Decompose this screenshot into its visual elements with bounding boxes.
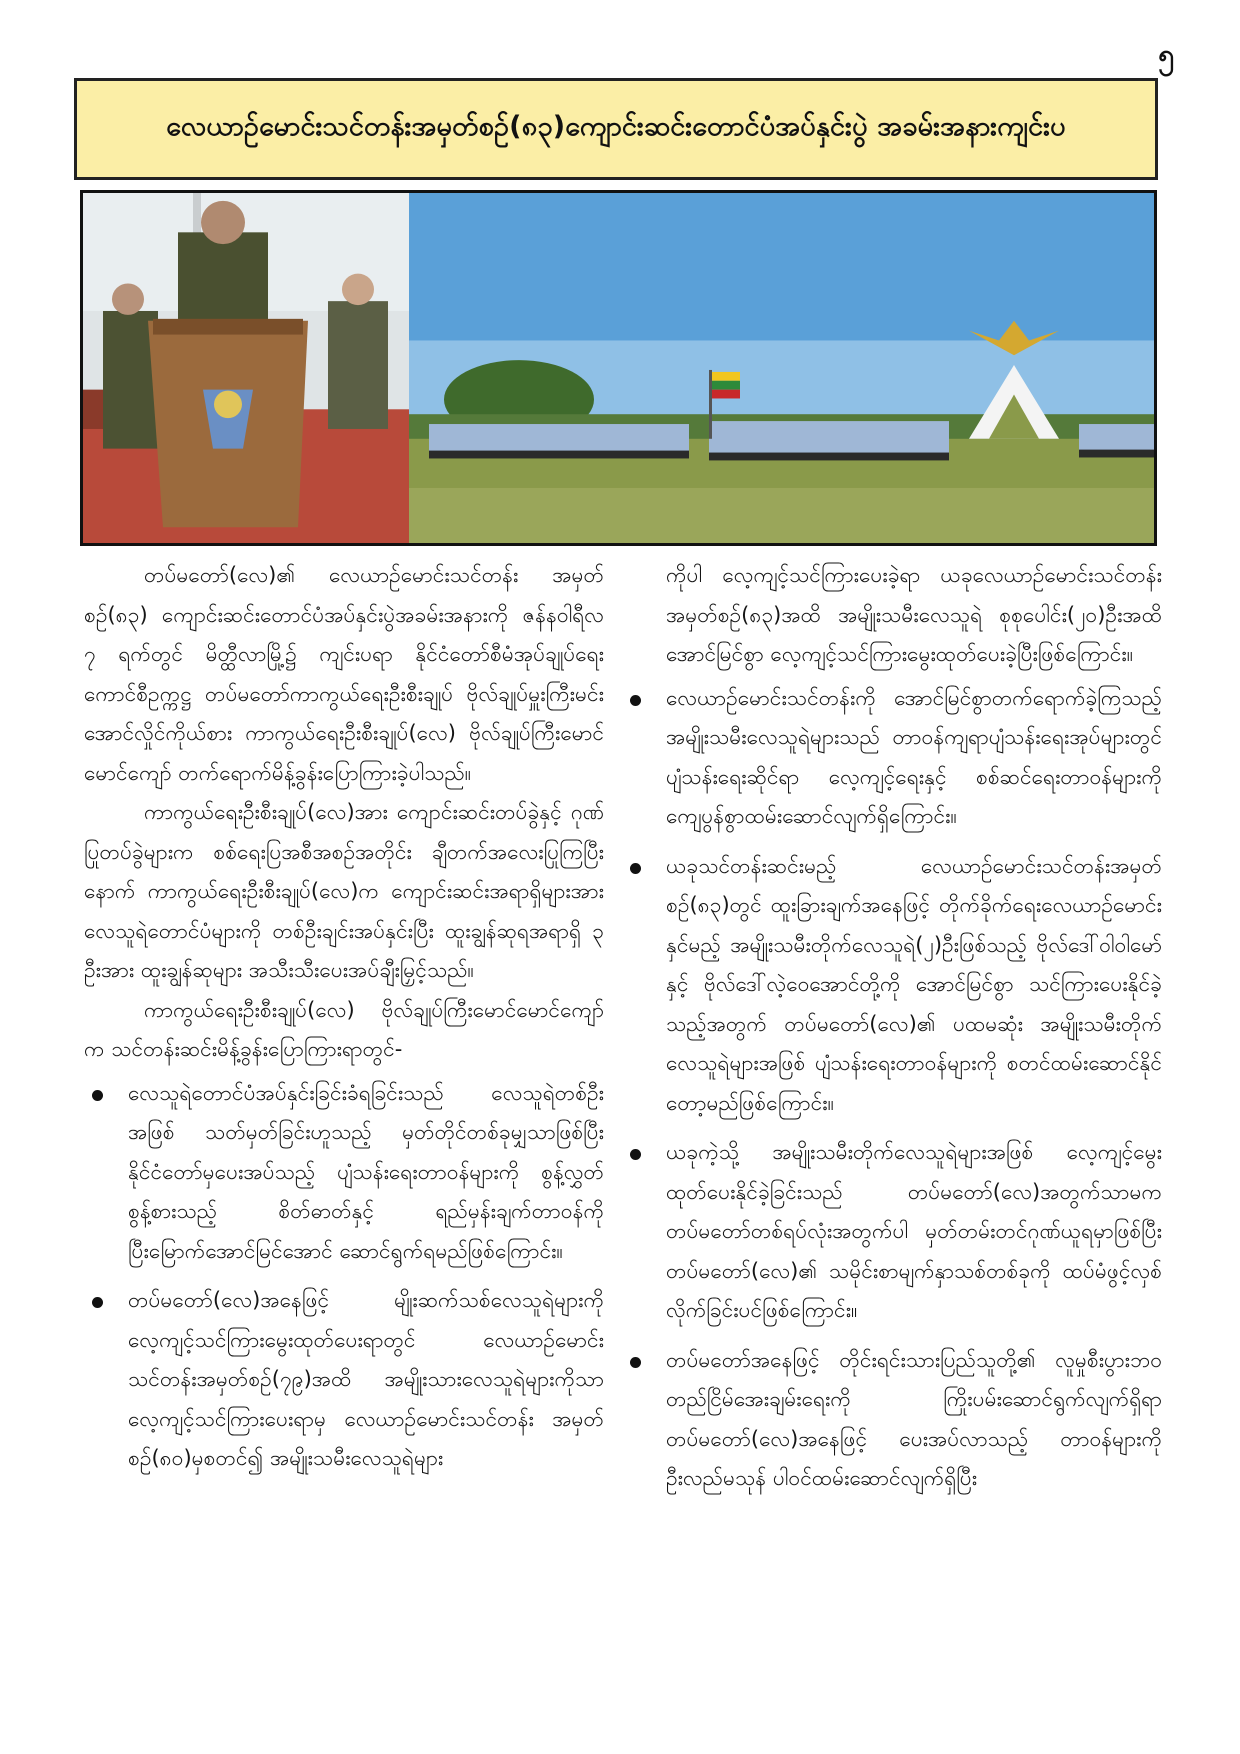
- article-body: [84, 556, 1162, 1726]
- paragraph-parade: ကာကွယ်ရေးဦးစီးချုပ်(လေ)အား ကျောင်းဆင်းတပ်ခွဲနှင့် ဂုဏ်ပြုတပ်ခွဲများက စစ်ရေးပြအစီအစဉ်အတိုင်း ချီတက်အလေးပြုကြပြီးနောက် ကာကွယ်ရေးဦးစီးချုပ်(လေ)က ကျောင်းဆင်းအရာရှိများအား လေသူရဲတောင်ပံများကို တစ်ဦးချင်းအပ်နှင်းပြီး ထူးချွန်ဆုရအရာရှိ ၃ ဦးအား ထူးချွန်ဆုများ အသီးသီးပေးအပ်ချီးမြှင့်သည်။: [84, 800, 604, 982]
- paragraph-intro: တပ်မတော်(လေ)၏ လေယာဉ်မောင်းသင်တန်း အမှတ်စဉ်(၈၃) ကျောင်းဆင်းတောင်ပံအပ်နှင်းပွဲအခမ်းအနားကို ဇန်နဝါရီလ ၇ ရက်တွင် မိတ္ထီလာမြို့၌ ကျင်းပရာ နိုင်ငံတော်စီမံအုပ်ချုပ်ရေးကောင်စီဥက္ကဋ္ဌ တပ်မတော်ကာကွယ်ရေးဦးစီးချုပ် ဗိုလ်ချုပ်မှူးကြီးမင်းအောင်လှိုင်ကိုယ်စား ကာကွယ်ရေးဦးစီးချုပ်(လေ) ဗိုလ်ချုပ်ကြီးမောင်မောင်ကျော် တက်ရောက်မိန့်ခွန်းပြောကြားခဲ့ပါသည်။: [84, 563, 604, 785]
- paragraph-speech-intro: ကာကွယ်ရေးဦးစီးချုပ်(လေ) ဗိုလ်ချုပ်ကြီးမောင်မောင်ကျော်က သင်တန်းဆင်းမိန့်ခွန်းပြောကြားရာတွင်-: [84, 997, 604, 1061]
- bullet-text: လေယာဉ်မောင်းသင်တန်းကို အောင်မြင်စွာတက်ရောက်ခဲ့ကြသည့် အမျိုးသမီးလေသူရဲများသည် တာဝန်ကျရာပျံသန်းရေးအုပ်များတွင် ပျံသန်းရေးဆိုင်ရာ လေ့ကျင့်ရေးနှင့် စစ်ဆင်ရေးတာဝန်များကို ကျေပွန်စွာထမ်းဆောင်လျက်ရှိကြောင်း။: [666, 685, 1162, 828]
- title-banner: [74, 78, 1158, 180]
- page-number: ၅: [1158, 38, 1174, 71]
- photo-strip: [80, 190, 1157, 546]
- bullet-dot-icon: [92, 1297, 103, 1308]
- bullet-text: ယခုကဲ့သို့ အမျိုးသမီးတိုက်လေသူရဲများအဖြစ် လေ့ကျင့်မွေးထုတ်ပေးနိုင်ခဲ့ခြင်းသည် တပ်မတော်(လေ)အတွက်သာမက တပ်မတော်တစ်ရပ်လုံးအတွက်ပါ မှတ်တမ်းတင်ဂုဏ်ယူရမှာဖြစ်ပြီး တပ်မတော်(လေ)၏ သမိုင်းစာမျက်နှာသစ်တစ်ခုကို ထပ်မံဖွင့်လှစ်လိုက်ခြင်းပင်ဖြစ်ကြောင်း။: [666, 1140, 1162, 1322]
- bullet-item: [84, 1281, 604, 1479]
- bullet-dot-icon: [630, 863, 641, 874]
- bullet-item: [84, 1074, 604, 1272]
- speech-points-right: [622, 679, 1162, 1499]
- bullet-dot-icon: [630, 1357, 641, 1368]
- podium-photo-drawing: [83, 193, 409, 543]
- bullet-text: လေသူရဲတောင်ပံအပ်နှင်းခြင်းခံရခြင်းသည် လေသူရဲတစ်ဦးအဖြစ် သတ်မှတ်ခြင်းဟူသည့် မှတ်တိုင်တစ်ခုမျှသာဖြစ်ပြီး နိုင်ငံတော်မှပေးအပ်သည့် ပျံသန်းရေးတာဝန်များကို စွန့်လွှတ်စွန့်စားသည့် စိတ်ဓာတ်နှင့် ရည်မှန်းချက်တာဝန်ကို ပြီးမြောက်အောင်မြင်အောင် ဆောင်ရွက်ရမည်ဖြစ်ကြောင်း။: [128, 1080, 604, 1263]
- podium-speech-photo: [83, 193, 409, 543]
- parade-photo-drawing: [409, 193, 1154, 543]
- page-title: လေယာဉ်မောင်းသင်တန်းအမှတ်စဉ်(၈၃)ကျောင်းဆင်းတောင်ပံအပ်နှင်းပွဲ အခမ်းအနားကျင်းပ: [166, 111, 1066, 142]
- speech-points-left: [84, 1074, 604, 1479]
- bullet-text: ယခုသင်တန်းဆင်းမည့် လေယာဉ်မောင်းသင်တန်းအမှတ်စဉ်(၈၃)တွင် ထူးခြားချက်အနေဖြင့် တိုက်ခိုက်ရေးလေယာဉ်မောင်းနှင်မည့် အမျိုးသမီးတိုက်လေသူရဲ(၂)ဦးဖြစ်သည့် ဗိုလ်ဒေါ်ဝါဝါမော်နှင့် ဗိုလ်ဒေါ်လဲ့ဝေအောင်တို့ကို အောင်မြင်စွာ သင်ကြားပေးနိုင်ခဲ့သည့်အတွက် တပ်မတော်(လေ)၏ ပထမဆုံး အမျိုးသမီးတိုက်လေသူရဲများအဖြစ် ပျံသန်းရေးတာဝန်များကို စတင်ထမ်းဆောင်နိုင်တော့မည်ဖြစ်ကြောင်း။: [666, 853, 1162, 1115]
- parade-ground-photo: [409, 193, 1154, 543]
- bullet-item: [622, 1341, 1162, 1499]
- bullet-text: တပ်မတော်အနေဖြင့် တိုင်းရင်းသားပြည်သူတို့၏ လူမှုစီးပွားဘဝ တည်ငြိမ်အေးချမ်းရေးကို ကြိုးပမ်းဆောင်ရွက်လျက်ရှိရာ တပ်မတော်(လေ)အနေဖြင့် ပေးအပ်လာသည့် တာဝန်များကို ဦးလည်မသုန် ပါဝင်ထမ်းဆောင်လျက်ရှိပြီး: [666, 1347, 1162, 1490]
- bullet-dot-icon: [630, 695, 641, 706]
- right-column: [622, 556, 1162, 1726]
- left-column: [84, 556, 604, 1726]
- bullet-dot-icon: [630, 1149, 641, 1160]
- bullet-dot-icon: [92, 1090, 103, 1101]
- bullet-item: [622, 679, 1162, 837]
- bullet-item: [622, 847, 1162, 1124]
- bullet-text: တပ်မတော်(လေ)အနေဖြင့် မျိုးဆက်သစ်လေသူရဲများကို လေ့ကျင့်သင်ကြားမွေးထုတ်ပေးရာတွင် လေယာဉ်မောင်းသင်တန်းအမှတ်စဉ်(၇၉)အထိ အမျိုးသားလေသူရဲများကိုသာ လေ့ကျင့်သင်ကြားပေးရာမှ လေယာဉ်မောင်းသင်တန်း အမှတ်စဉ်(၈၀)မှစတင်၍ အမျိုးသမီးလေသူရဲများ: [128, 1288, 604, 1470]
- bullet-continuation: ကိုပါ လေ့ကျင့်သင်ကြားပေးခဲ့ရာ ယခုလေယာဉ်မောင်းသင်တန်း အမှတ်စဉ်(၈၃)အထိ အမျိုးသမီးလေသူရဲ စုစုပေါင်း(၂၀)ဦးအထိ အောင်မြင်စွာ လေ့ကျင့်သင်ကြားမွေးထုတ်ပေးခဲ့ပြီးဖြစ်ကြောင်း။: [666, 563, 1162, 666]
- bullet-item: [622, 1133, 1162, 1331]
